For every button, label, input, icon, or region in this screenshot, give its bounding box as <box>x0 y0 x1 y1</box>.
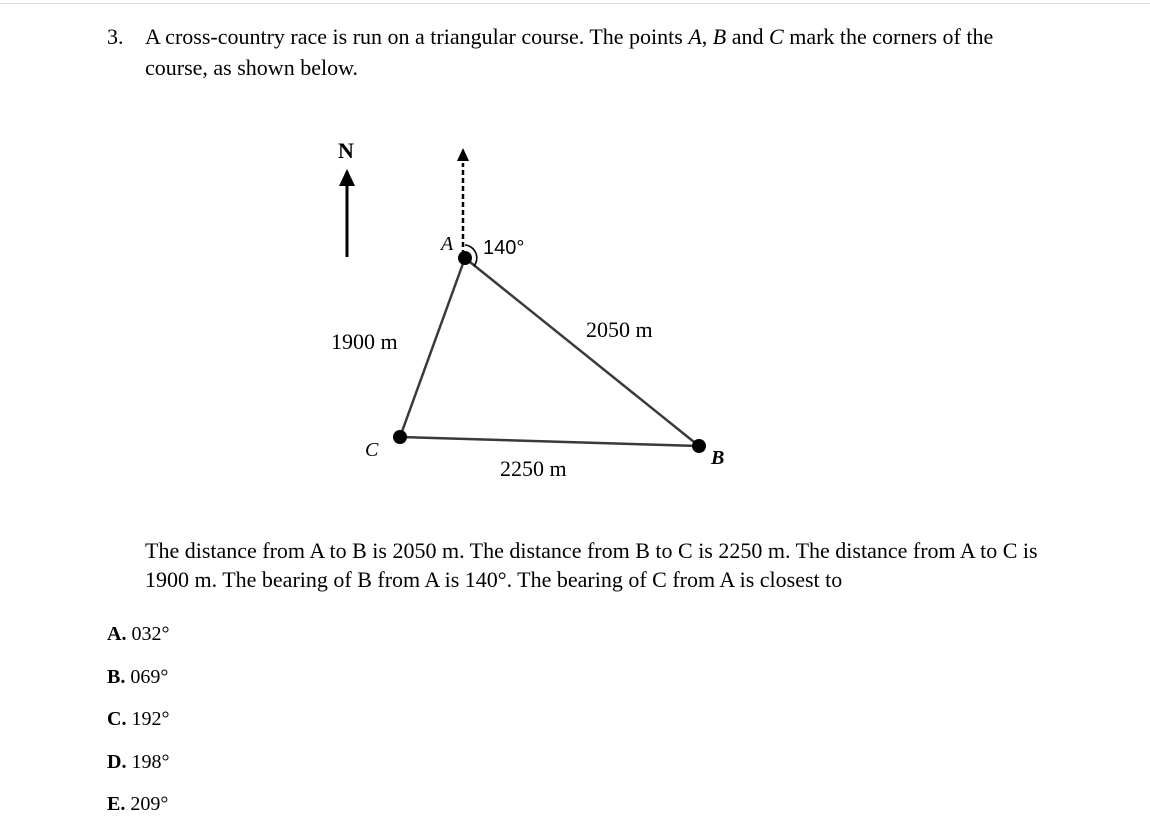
vertex-c-dot <box>393 430 407 444</box>
answer-choices <box>107 620 169 833</box>
choice-value: 069° <box>130 665 169 688</box>
choice-value: 209° <box>130 793 169 815</box>
choice-d[interactable] <box>107 748 169 791</box>
side-bc-length: 2250 m <box>500 456 567 481</box>
choice-c[interactable] <box>107 705 169 748</box>
bearing-label: 140° <box>483 237 525 259</box>
side-ab <box>465 258 699 446</box>
choice-letter: A. <box>107 623 127 645</box>
vertex-a-label: A <box>441 233 454 255</box>
choice-a[interactable] <box>107 620 169 663</box>
question-sep2: and <box>726 24 770 49</box>
side-ac-length: 1900 m <box>331 329 398 354</box>
vertex-b-label: B <box>711 447 725 469</box>
question-number: 3. <box>107 24 124 49</box>
question-point-c: C <box>769 24 784 49</box>
question-text-part2: mark the corners of the course, as shown below. <box>145 24 994 80</box>
side-bc <box>400 437 699 446</box>
side-ac <box>400 258 465 437</box>
vertex-a-dot <box>458 251 472 265</box>
side-ab-length: 2050 m <box>586 317 653 342</box>
question-text-part1: A cross-country race is run on a triangular course. The points <box>145 24 689 49</box>
choice-letter: C. <box>107 708 127 730</box>
question-point-a: A <box>688 24 702 49</box>
north-arrow-head <box>339 169 355 186</box>
choice-letter: D. <box>107 750 127 773</box>
north-line-at-a-head <box>457 148 469 161</box>
vertex-c-label: C <box>365 439 379 461</box>
vertex-b-dot <box>692 439 706 453</box>
north-label: N <box>338 138 354 163</box>
choice-b[interactable] <box>107 663 169 706</box>
choice-value: 032° <box>131 623 170 645</box>
choice-e[interactable] <box>107 790 169 833</box>
question-point-b: B <box>712 24 727 49</box>
choice-letter: E. <box>107 793 126 815</box>
question-prompt: The distance from A to B is 2050 m. The distance from B to C is 2250 m. The distance from A to C is 1900 m. The bearing of B from A is 140°. The bearing of C from A is closest to <box>145 538 1038 592</box>
question-sep1: , <box>701 24 713 49</box>
choice-value: 198° <box>131 750 170 773</box>
choice-letter: B. <box>107 665 126 688</box>
choice-value: 192° <box>131 708 170 730</box>
